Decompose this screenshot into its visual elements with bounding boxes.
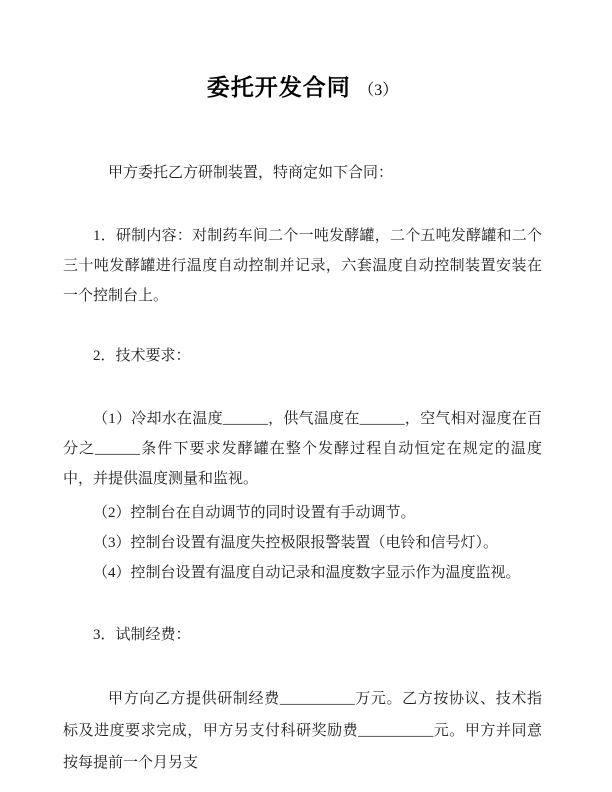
requirement-4: （4）控制台设置有温度自动记录和温度数字显示作为温度监视。 <box>93 565 521 581</box>
requirement-2: （2）控制台在自动调节的同时设置有手动调节。 <box>93 505 416 521</box>
requirement-3: （3）控制台设置有温度失控极限报警装置（电铃和信号灯）。 <box>93 535 499 551</box>
funding-paragraph: 甲方向乙方提供研制经费__________万元。乙方按协议、技术指标及进度要求完成，甲方另支付科研奖励费__________元。甲方并同意按每提前一个月另支 <box>63 691 542 771</box>
requirement-1: （1）冷却水在温度______，供气温度在______，空气相对湿度在百分之______条件下要求发酵罐在整个发酵过程自动恒定在规定的温度中，并提供温度测量和监视。 <box>63 411 542 487</box>
clause-3-trial-funding-heading: 3．试制经费： <box>93 627 191 643</box>
clause-2-technical-requirements-heading: 2．技术要求： <box>93 348 191 364</box>
document-title-text: 委托开发合同 <box>206 74 351 100</box>
document-title-number: （3） <box>358 82 399 99</box>
intro-paragraph: 甲方委托乙方研制装置，特商定如下合同： <box>108 165 394 181</box>
document-title <box>63 70 542 108</box>
clause-1-research-content: 1．研制内容：对制药车间二个一吨发酵罐，二个五吨发酵罐和二个三十吨发酵罐进行温度自动控制并记录，六套温度自动控制装置安装在一个控制台上。 <box>63 228 542 304</box>
